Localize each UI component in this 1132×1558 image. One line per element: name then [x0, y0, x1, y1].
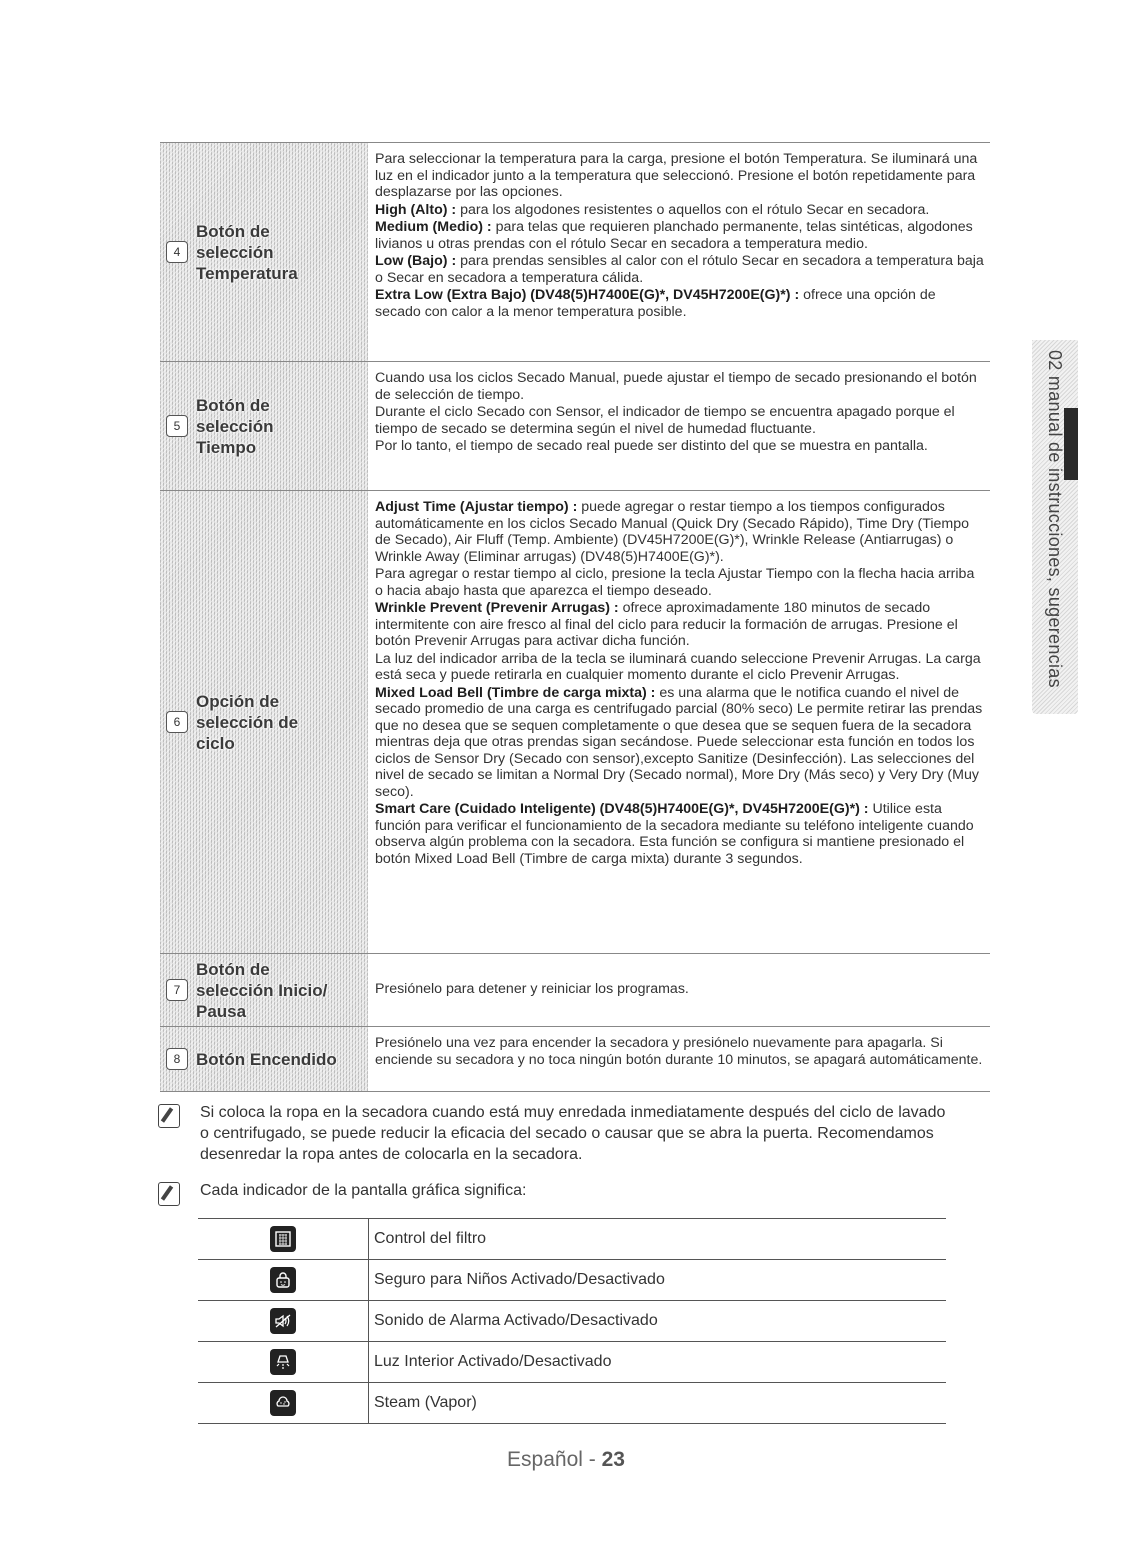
row-label: Botón de selección Temperatura — [196, 221, 298, 283]
indicator-label: Luz Interior Activado/Desactivado — [368, 1342, 611, 1382]
para-text: Cuando usa los ciclos Secado Manual, puede ajustar el tiempo de secado presionando el botón de selección de tiempo. — [375, 370, 977, 403]
note — [158, 1180, 958, 1201]
indicator-table — [198, 1218, 946, 1424]
table-row — [160, 143, 990, 362]
alarm-sound-icon — [270, 1308, 296, 1334]
note-text: Cada indicador de la pantalla gráfica significa: — [200, 1182, 527, 1199]
table-row — [160, 954, 990, 1027]
row-label-cell — [160, 491, 368, 953]
para-bold: Low (Bajo) : — [375, 253, 457, 269]
para-text: para prendas sensibles al calor con el rótulo Secar en secadora a temperatura baja o Secar en secadora a temperatura cálida. — [375, 253, 984, 286]
para-text: para los algodones resistentes o aquellos con el rótulo Secar en secadora. — [456, 201, 930, 218]
item-number: 8 — [166, 1048, 188, 1070]
row-label-cell — [160, 143, 368, 361]
para-text: Presiónelo para detener y reiniciar los programas. — [375, 981, 689, 998]
note-icon — [158, 1182, 180, 1206]
table-row — [198, 1342, 946, 1383]
page-footer — [0, 1448, 1132, 1472]
para-text: ofrece aproximadamente 180 minutos de secado intermitente con aire fresco al final del ciclo para reducir la formación de arrugas. Presione el botón Prevenir Arrugas para activar dicha función. — [375, 600, 958, 649]
steam-icon — [270, 1390, 296, 1416]
note — [158, 1102, 958, 1165]
para-bold: Extra Low (Extra Bajo) (DV48(5)H7400E(G)*, DV45H7200E(G)*) : — [375, 287, 800, 303]
row-label-cell — [160, 1027, 368, 1091]
chapter-tab-marker — [1064, 408, 1078, 480]
para-text: Presiónelo una vez para encender la secadora y presiónelo nuevamente para apagarla. Si enciende su secadora y no toca ningún botón durante 10 minutos, se apagará automáticamente. — [375, 1035, 983, 1068]
item-number: 5 — [166, 415, 188, 437]
indicator-label: Steam (Vapor) — [368, 1383, 477, 1423]
footer-language: Español - — [507, 1448, 602, 1471]
row-label-cell — [160, 362, 368, 490]
row-label: Opción de selección de ciclo — [196, 691, 299, 753]
para-text: para telas que requieren planchado permanente, telas sintéticas, algodones livianos u otras prendas con el rótulo Secar en secadora a temperatura medio. — [375, 219, 973, 252]
para-text: Utilice esta función para verificar el funcionamiento de la secadora mediante su teléfono inteligente cuando observa algún problema con la secadora. Esta función se configura si mantiene presionado el botón Mixed Load Bell (Timbre de carga mixta) durante 3 segundos. — [375, 801, 974, 867]
indicator-label: Sonido de Alarma Activado/Desactivado — [368, 1301, 658, 1341]
table-row — [160, 491, 990, 954]
para-text: Para agregar o restar tiempo al ciclo, presione la tecla Ajustar Tiempo con la flecha hacia arriba o hacia abajo hasta que aparezca el tiempo deseado. — [375, 566, 975, 599]
row-label: Botón de selección Inicio/ Pausa — [196, 959, 328, 1021]
table-row — [198, 1301, 946, 1342]
note-text: Si coloca la ropa en la secadora cuando está muy enredada inmediatamente después del ciclo de lavado o centrifugado, se puede reducir la eficacia del secado o causar que se abra la puerta. Recomendamos desenredar la ropa antes de colocarla en la secadora. — [200, 1104, 946, 1163]
item-number: 7 — [166, 979, 188, 1001]
para-bold: Medium (Medio) : — [375, 219, 492, 235]
para-text: es una alarma que le notifica cuando el nivel de secado promedio de una carga es centrifugado parcial (80% seco) Le permite retirar las prendas que no desea que se sequen completamente o que desea que se sequen fuera de la secadora mientras deja que otras prendas sigan secándose. Puede seleccionar esta función en todos los ciclos de Sensor Dry (Secado con sensor),excepto Sanitize (Desinfección). Las selecciones del nivel de secado se limitan a Normal Dry (Secado normal), More Dry (Más seco) y Very Dry (Muy seco). — [375, 684, 983, 800]
item-number: 4 — [166, 241, 188, 263]
para-text: La luz del indicador arriba de la tecla se iluminará cuando seleccione Prevenir Arrugas. La carga está seca y puede retirarla en cualquier momento durante el ciclo Prevenir Arrugas. — [375, 650, 981, 683]
table-row — [198, 1383, 946, 1424]
para-text: Para seleccionar la temperatura para la carga, presione el botón Temperatura. Se iluminará una luz en el indicador junto a la temperatura que seleccionó. Presione el botón repetidamente para desplazarse por las opciones. — [375, 151, 978, 200]
row-label: Botón Encendido — [196, 1049, 337, 1069]
item-number: 6 — [166, 711, 188, 733]
para-text: puede agregar o restar tiempo a los tiempos configurados automáticamente en los ciclos Secado Manual (Quick Dry (Secado Rápido), Time Dry (Tiempo de Secado), Air Fluff (Temp. Ambiente) (DV45H7200E(G)*), Wrinkle Release (Antiarrugas) o Wrinkle Away (Eliminar arrugas) (DV48(5)H7400E(G)*). — [375, 499, 970, 565]
para-bold: Mixed Load Bell (Timbre de carga mixta) : — [375, 684, 656, 701]
row-description — [368, 491, 990, 953]
para-bold: Wrinkle Prevent (Prevenir Arrugas) : — [375, 600, 619, 616]
chapter-tab-label: 02 manual de instrucciones, sugerencias — [1045, 350, 1065, 688]
table-row — [160, 1027, 990, 1092]
table-row — [160, 362, 990, 491]
child-lock-icon — [270, 1267, 296, 1293]
para-text: Por lo tanto, el tiempo de secado real puede ser distinto del que se muestra en pantalla. — [375, 438, 928, 454]
table-row — [198, 1260, 946, 1301]
row-description — [368, 1027, 990, 1091]
para-text: Durante el ciclo Secado con Sensor, el indicador de tiempo se encuentra apagado porque el tiempo de secado se determina según el nivel de humedad fluctuante. — [375, 404, 955, 437]
row-description — [368, 362, 990, 490]
indicator-label: Control del filtro — [368, 1219, 486, 1259]
para-bold: Smart Care (Cuidado Inteligente) (DV48(5)H7400E(G)*, DV45H7200E(G)*) : — [375, 801, 869, 817]
table-row — [198, 1219, 946, 1260]
page-number: 23 — [601, 1448, 625, 1471]
row-label-cell — [160, 954, 368, 1026]
filter-icon — [270, 1226, 296, 1252]
row-description — [368, 143, 990, 361]
row-description — [368, 954, 990, 1026]
para-bold: Adjust Time (Ajustar tiempo) : — [375, 499, 578, 515]
interior-light-icon — [270, 1349, 296, 1375]
feature-table — [160, 142, 990, 1092]
indicator-label: Seguro para Niños Activado/Desactivado — [368, 1260, 665, 1300]
row-label: Botón de selección Tiempo — [196, 395, 274, 457]
para-bold: High (Alto) : — [375, 201, 457, 218]
note-icon — [158, 1104, 180, 1128]
para-text: ofrece una opción de secado con calor a la menor temperatura posible. — [375, 287, 936, 320]
